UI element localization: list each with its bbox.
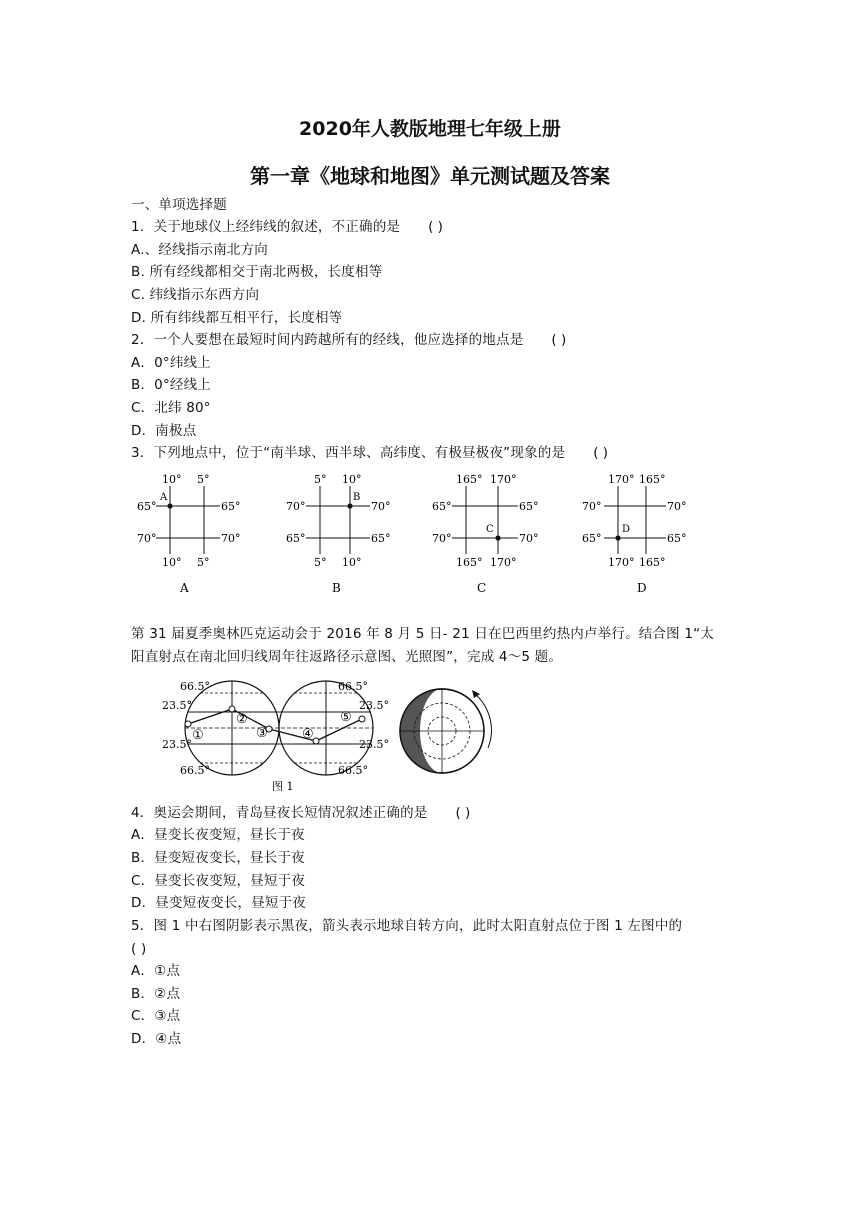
grid-a-top-2: 5°: [197, 473, 210, 486]
grid-b-top-2: 10°: [342, 473, 362, 486]
grid-d-top-1: 170°: [608, 473, 635, 486]
grid-a-point: A: [160, 492, 168, 503]
grid-b-right-2: 65°: [371, 532, 391, 545]
grid-b-bottom-2: 10°: [342, 556, 362, 569]
question-4-stem: 4．奥运会期间，青岛昼夜长短情况叙述正确的是 ( ): [131, 805, 471, 821]
grid-b-point: B: [353, 492, 361, 503]
grid-d-label: D: [637, 581, 647, 595]
grid-d-right-1: 70°: [667, 500, 687, 513]
grid-a-label: A: [180, 581, 189, 595]
q5-option-a: A．①点: [131, 963, 181, 979]
fig1-lat-66-s: 66.5°: [180, 764, 210, 777]
illumination-diagram: [400, 689, 491, 773]
grid-a-bottom-1: 10°: [162, 556, 182, 569]
question-1-stem: 1．关于地球仪上经纬线的叙述，不正确的是 ( ): [131, 219, 443, 235]
grid-c: [432, 473, 539, 595]
grid-d-bottom-2: 165°: [639, 556, 666, 569]
grid-a-left-2: 70°: [137, 532, 157, 545]
fig1-point-2: ②: [236, 712, 248, 727]
passage-line-1: 第 31 届夏季奥林匹克运动会于 2016 年 8 月 5 日- 21 日在巴西里约热内卢举行。结合图 1“太: [131, 626, 715, 642]
grid-d-bottom-1: 170°: [608, 556, 635, 569]
fig1-point-4: ④: [302, 727, 314, 742]
q2-option-d: D．南极点: [131, 423, 197, 439]
answer-paren: ( ): [593, 445, 609, 461]
document-title: 2020年人教版地理七年级上册: [299, 118, 561, 140]
grid-d: [582, 473, 687, 595]
grid-b: [286, 473, 391, 595]
grid-c-bottom-2: 170°: [490, 556, 517, 569]
question-5-answer-paren: ( ): [131, 941, 147, 957]
question-3-stem: 3．下列地点中，位于“南半球、西半球、高纬度、有极昼极夜”现象的是 ( ): [131, 445, 609, 461]
fig1-lat-66-s-right: 66.5°: [338, 764, 368, 777]
grid-d-point: D: [622, 524, 631, 535]
q3-grid-figures: [128, 466, 728, 598]
fig1-point-5: ⑤: [340, 710, 352, 725]
q1-option-d: D. 所有纬线都互相平行，长度相等: [131, 310, 343, 326]
q1-option-a: A.、经线指示南北方向: [131, 242, 268, 258]
grid-d-right-2: 65°: [667, 532, 687, 545]
q5-option-b: B．②点: [131, 986, 181, 1002]
grid-d-left-1: 70°: [582, 500, 602, 513]
q2-option-a: A．0°纬线上: [131, 355, 211, 371]
q4-option-b: B．昼变短夜变长，昼长于夜: [131, 850, 305, 866]
grid-b-left-1: 70°: [286, 500, 306, 513]
fig1-lat-23-s: 23.5°: [162, 738, 192, 751]
grid-c-point: C: [486, 524, 494, 535]
grid-d-top-2: 165°: [639, 473, 666, 486]
grid-a-right-2: 70°: [221, 532, 241, 545]
q2-option-c: C．北纬 80°: [131, 400, 211, 416]
fig1-lat-23-n: 23.5°: [162, 699, 192, 712]
grid-a-right-1: 65°: [221, 500, 241, 513]
grid-a: [137, 473, 241, 595]
fig1-lat-66-n-right: 66.5°: [338, 680, 368, 693]
question-5-stem: 5．图 1 中右图阴影表示黑夜，箭头表示地球自转方向，此时太阳直射点位于图 1 左图中的: [131, 918, 683, 934]
grid-c-bottom-1: 165°: [456, 556, 483, 569]
q1-option-b: B. 所有经线都相交于南北两极，长度相等: [131, 264, 383, 280]
grid-a-bottom-2: 5°: [197, 556, 210, 569]
q4-option-a: A．昼变长夜变短，昼长于夜: [131, 827, 305, 843]
grid-c-top-1: 165°: [456, 473, 483, 486]
fig1-lat-66-n: 66.5°: [180, 680, 210, 693]
grid-c-right-2: 70°: [519, 532, 539, 545]
grid-a-top-1: 10°: [162, 473, 182, 486]
grid-c-label: C: [477, 581, 487, 595]
figure-1-sun-path-and-illumination: [150, 676, 500, 794]
grid-b-top-1: 5°: [314, 473, 327, 486]
q1-option-c: C. 纬线指示东西方向: [131, 287, 260, 303]
grid-a-left-1: 65°: [137, 500, 157, 513]
q5-option-d: D．④点: [131, 1031, 182, 1047]
fig1-lat-23-n-right: 23.5°: [359, 699, 389, 712]
q4-option-d: D．昼变短夜变长，昼短于夜: [131, 895, 306, 911]
grid-c-left-1: 65°: [432, 500, 452, 513]
section-heading: 一、单项选择题: [131, 197, 227, 213]
fig1-lat-23-s-right: 23.5°: [359, 738, 389, 751]
fig1-caption: 图 1: [272, 780, 294, 793]
answer-paren: ( ): [551, 332, 567, 348]
grid-d-left-2: 65°: [582, 532, 602, 545]
answer-paren: ( ): [428, 219, 443, 235]
grid-c-top-2: 170°: [490, 473, 517, 486]
question-2-stem: 2．一个人要想在最短时间内跨越所有的经线，他应选择的地点是 ( ): [131, 332, 567, 348]
q4-option-c: C．昼变长夜变短，昼短于夜: [131, 873, 306, 889]
answer-paren: ( ): [455, 805, 471, 821]
passage-line-2: 阳直射点在南北回归线周年往返路径示意图、光照图”，完成 4～5 题。: [131, 649, 563, 665]
grid-b-label: B: [332, 581, 341, 595]
document-subtitle: 第一章《地球和地图》单元测试题及答案: [250, 164, 610, 188]
grid-b-bottom-1: 5°: [314, 556, 327, 569]
grid-c-right-1: 65°: [519, 500, 539, 513]
q5-option-c: C．③点: [131, 1008, 181, 1024]
fig1-point-3: ③: [256, 726, 268, 741]
q2-option-b: B．0°经线上: [131, 377, 212, 393]
grid-c-left-2: 70°: [432, 532, 452, 545]
grid-b-right-1: 70°: [371, 500, 391, 513]
grid-b-left-2: 65°: [286, 532, 306, 545]
fig1-point-1: ①: [192, 728, 204, 743]
